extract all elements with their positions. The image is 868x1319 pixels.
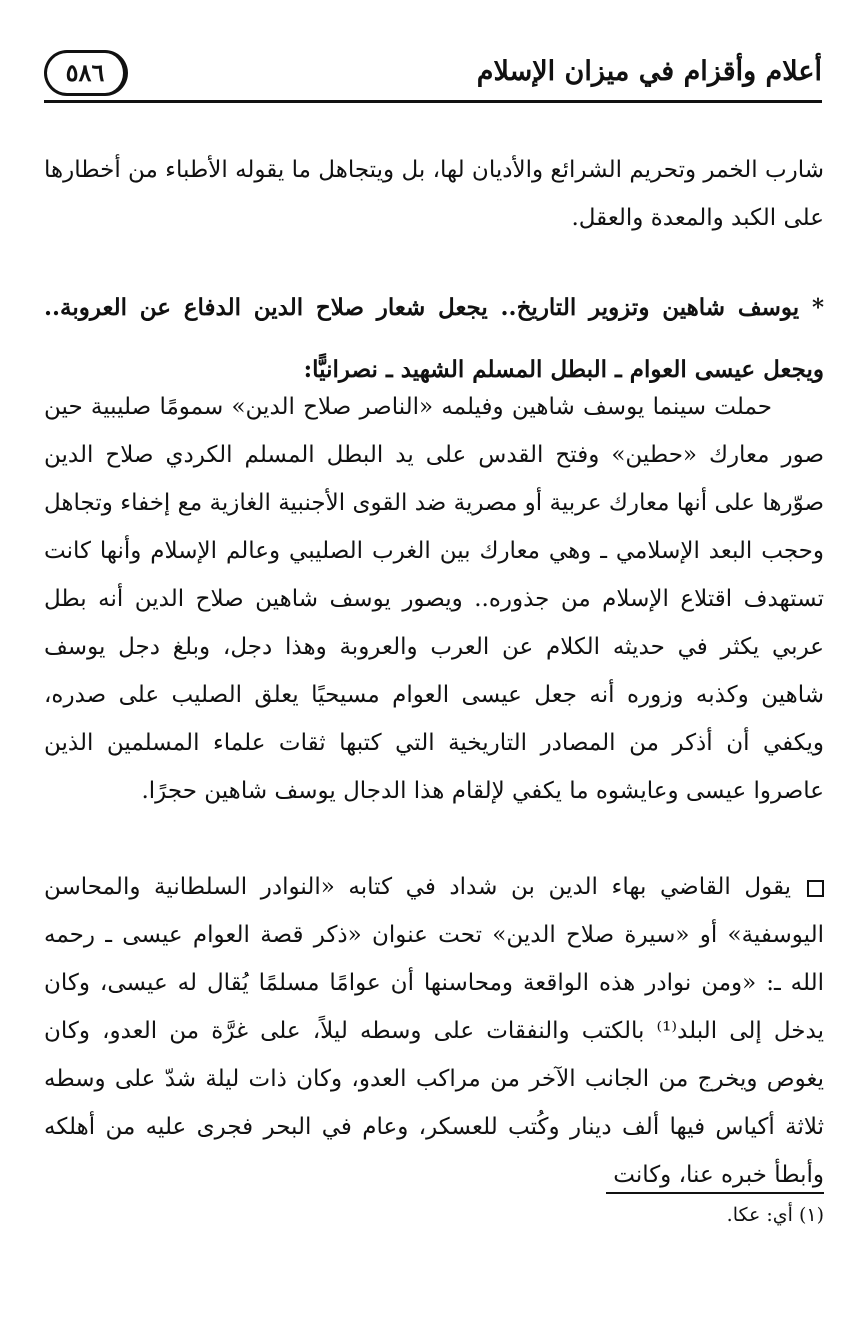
paragraph-4-text: يقول القاضي بهاء الدين بن شداد في كتابه «النوادر السلطانية والمحاسن اليوسفية» أو «سيرة صلاح الدين» تحت عنوان «ذكر قصة العوام عيسى ـ رحمه الله ـ: «ومن نوادر هذه الواقعة ومحاسنها أن عوامًا مسلمًا يُقال له عيسى، وكان يدخل إلى البلد⁽¹⁾ بالكتب والنفقات على وسطه ليلاً، على غرَّة من العدو، وكان يغوص ويخرج من الجانب الآخر من مراكب العدو، وكان ذات ليلة شدّ على وسطه ثلاثة أكياس فيها ألف دينار وكُتب للعسكر، وعام في البحر فجرى عليه من أهلكه وأبطأ خبره عنا، وكانت [44, 874, 824, 1188]
page-number: ٥٨٦ [44, 50, 128, 96]
book-title: أعلام وأقزام في ميزان الإسلام [476, 56, 822, 87]
paragraph-4 [44, 863, 824, 1199]
square-bullet-icon [807, 880, 824, 897]
paragraph-3 [44, 383, 824, 815]
asterisk-marker: * [811, 294, 824, 321]
footnote: (١) أي: عكا. [726, 1204, 824, 1226]
running-header [44, 48, 822, 100]
header-rule [44, 100, 822, 103]
paragraph-3-text: حملت سينما يوسف شاهين وفيلمه «الناصر صلاح الدين» سمومًا صليبية حين صور معارك «حطين» وفتح القدس على يد البطل المسلم الكردي صلاح الدين صوّرها على أنها معارك عربية أو مصرية ضد القوى الأجنبية الغازية مع إخفاء وتجاهل وحجب البعد الإسلامي ـ وهي معارك بين الغرب الصليبي وعالم الإسلام وأنها كانت تستهدف اقتلاع الإسلام من جذوره.. ويصور يوسف شاهين صلاح الدين أنه بطل عربي يكثر في حديثه الكلام عن العرب والعروبة وهذا دجل، وبلغ دجل يوسف شاهين وكذبه وزوره أنه جعل عيسى العوام مسيحيًا يعلق الصليب على صدره، ويكفي أن أذكر من المصادر التاريخية التي كتبها ثقات علماء المسلمين الذين عاصروا عيسى وعايشوه ما يكفي لإلقام هذا الدجال يوسف شاهين حجرًا. [44, 394, 824, 804]
footnote-rule [606, 1192, 824, 1194]
paragraph-1: شارب الخمر وتحريم الشرائع والأديان لها، بل ويتجاهل ما يقوله الأطباء من أخطارها على الكبد والمعدة والعقل. [44, 157, 824, 231]
section-heading-text: يوسف شاهين وتزوير التاريخ.. يجعل شعار صلاح الدين الدفاع عن العروبة.. ويجعل عيسى العوام ـ البطل المسلم الشهيد ـ نصرانيًّا: [44, 294, 824, 383]
